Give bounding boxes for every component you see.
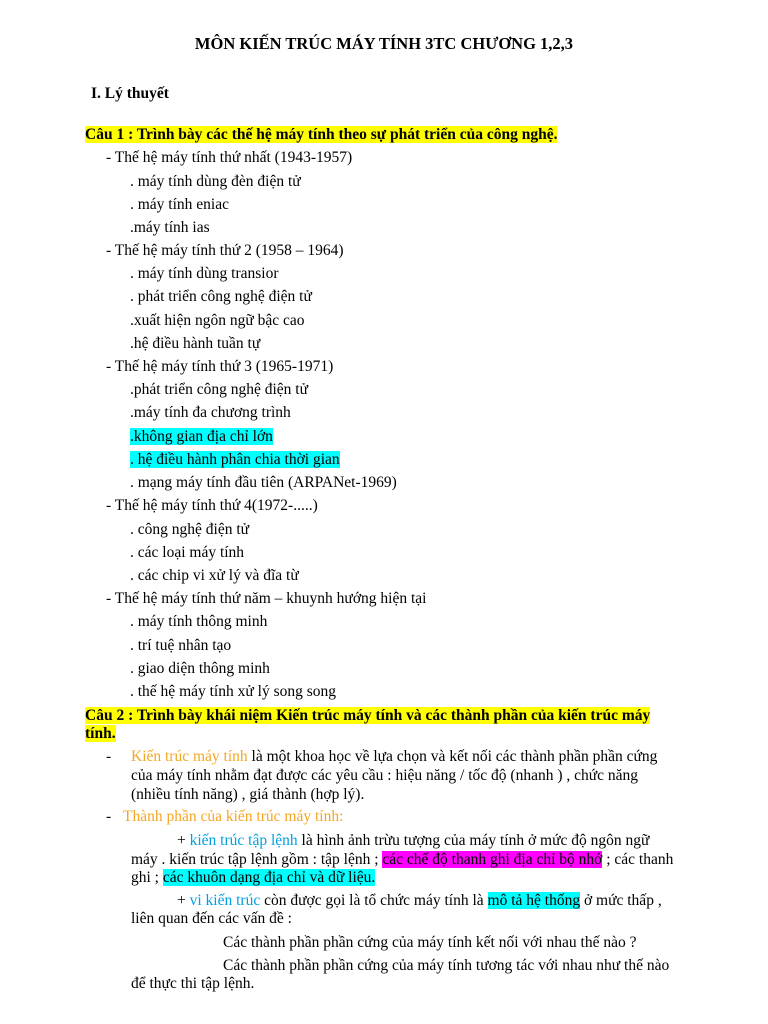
- microarchitecture-line: liên quan đến các vấn đề :: [131, 910, 292, 927]
- generation-1-item: . máy tính eniac: [130, 196, 229, 213]
- plus-marker: +: [177, 832, 190, 849]
- generation-3-item: [130, 450, 340, 469]
- generation-4-item: . các loại máy tính: [130, 544, 245, 561]
- generation-4-label: - Thế hệ máy tính thứ 4(1972-.....): [106, 497, 318, 514]
- generation-3-item: [130, 427, 273, 446]
- isa-line: [177, 831, 649, 850]
- generation-2-item: .hệ điều hành tuần tự: [130, 335, 261, 352]
- document-title: MÔN KIẾN TRÚC MÁY TÍNH 3TC CHƯƠNG 1,2,3: [194, 34, 574, 53]
- generation-3-item: . mạng máy tính đầu tiên (ARPANet-1969): [130, 474, 397, 491]
- highlighted-text: . hệ điều hành phân chia thời gian: [130, 451, 340, 468]
- isa-text: máy . kiến trúc tập lệnh gồm : tập lệnh ;: [131, 851, 383, 868]
- generation-1-label: - Thế hệ máy tính thứ nhất (1943-1957): [106, 149, 353, 166]
- highlighted-text: .không gian địa chỉ lớn: [130, 428, 273, 445]
- isa-text: ; các thanh: [602, 851, 674, 868]
- generation-3-label: - Thế hệ máy tính thứ 3 (1965-1971): [106, 358, 334, 375]
- generation-2-item: .xuất hiện ngôn ngữ bậc cao: [130, 312, 305, 329]
- generation-5-item: . máy tính thông minh: [130, 613, 268, 630]
- issue-line: để thực thi tập lệnh.: [131, 975, 255, 992]
- generation-1-item: .máy tính ias: [130, 219, 210, 236]
- definition-line: (nhiều tính năng) , giá thành (hợp lý).: [131, 786, 365, 803]
- definition-line: của máy tính nhằm đạt được các yêu cầu : hiệu năng / tốc độ (nhanh ) , chức năng: [131, 767, 639, 784]
- issue-line: Các thành phần phần cứng của máy tính kết nối với nhau thế nào ?: [223, 934, 637, 951]
- generation-5-item: . trí tuệ nhân tạo: [130, 637, 232, 654]
- microarchitecture-text: ở mức thấp ,: [580, 892, 662, 909]
- isa-line: [131, 850, 673, 869]
- question-2-heading: [85, 706, 650, 725]
- generation-4-item: . công nghệ điện tử: [130, 521, 250, 538]
- generation-2-label: - Thế hệ máy tính thứ 2 (1958 – 1964): [106, 242, 344, 259]
- generation-5-item: . thế hệ máy tính xử lý song song: [130, 683, 337, 700]
- issue-line: Các thành phần phần cứng của máy tính tương tác với nhau như thế nào: [223, 957, 670, 974]
- microarchitecture-line: [177, 891, 662, 910]
- bullet-dash: -: [106, 748, 112, 765]
- isa-line: [131, 868, 375, 887]
- generation-3-item: .phát triển công nghệ điện tử: [130, 381, 308, 398]
- isa-text: là hình ảnh trừu tượng của máy tính ở mức độ ngôn ngữ: [297, 832, 650, 849]
- microarchitecture-term: vi kiến trúc: [189, 892, 261, 909]
- highlighted-text: các chế độ thanh ghi địa chỉ bộ nhớ: [382, 851, 603, 868]
- section-heading: I. Lý thuyết: [91, 85, 169, 102]
- definition-term: Kiến trúc máy tính: [131, 748, 248, 765]
- highlighted-text: mô tả hệ thống: [487, 892, 581, 909]
- generation-4-item: . các chip vi xử lý và đĩa từ: [130, 567, 299, 584]
- question-2-heading-line: tính.: [85, 725, 116, 742]
- question-2-heading-line: Câu 2 : Trình bày khái niệm Kiến trúc máy tính và các thành phần của kiến trúc máy: [85, 707, 651, 724]
- generation-5-item: . giao diện thông minh: [130, 660, 270, 677]
- generation-2-item: . máy tính dùng transior: [130, 265, 279, 282]
- generation-5-label: - Thế hệ máy tính thứ năm – khuynh hướng hiện tại: [106, 590, 427, 607]
- bullet-dash: -: [106, 808, 112, 825]
- plus-marker: +: [177, 892, 190, 909]
- definition-line: [131, 747, 657, 766]
- question-1-heading: [85, 125, 557, 144]
- generation-2-item: . phát triển công nghệ điện tử: [130, 288, 312, 305]
- components-heading: Thành phần của kiến trúc máy tính:: [123, 808, 344, 825]
- question-1-heading-text: Câu 1 : Trình bày các thế hệ máy tính theo sự phát triển của công nghệ.: [85, 126, 558, 143]
- isa-text: ghi ;: [131, 869, 163, 886]
- generation-3-item: .máy tính đa chương trình: [130, 404, 291, 421]
- isa-term: kiến trúc tập lệnh: [189, 832, 298, 849]
- question-2-heading: [85, 724, 116, 743]
- generation-1-item: . máy tính dùng đèn điện tử: [130, 173, 301, 190]
- microarchitecture-text: còn được gọi là tổ chức máy tính là: [260, 892, 488, 909]
- highlighted-text: các khuôn dạng địa chỉ và dữ liệu.: [162, 869, 376, 886]
- definition-text: là một khoa học về lựa chọn và kết nối các thành phần phần cứng: [247, 748, 658, 765]
